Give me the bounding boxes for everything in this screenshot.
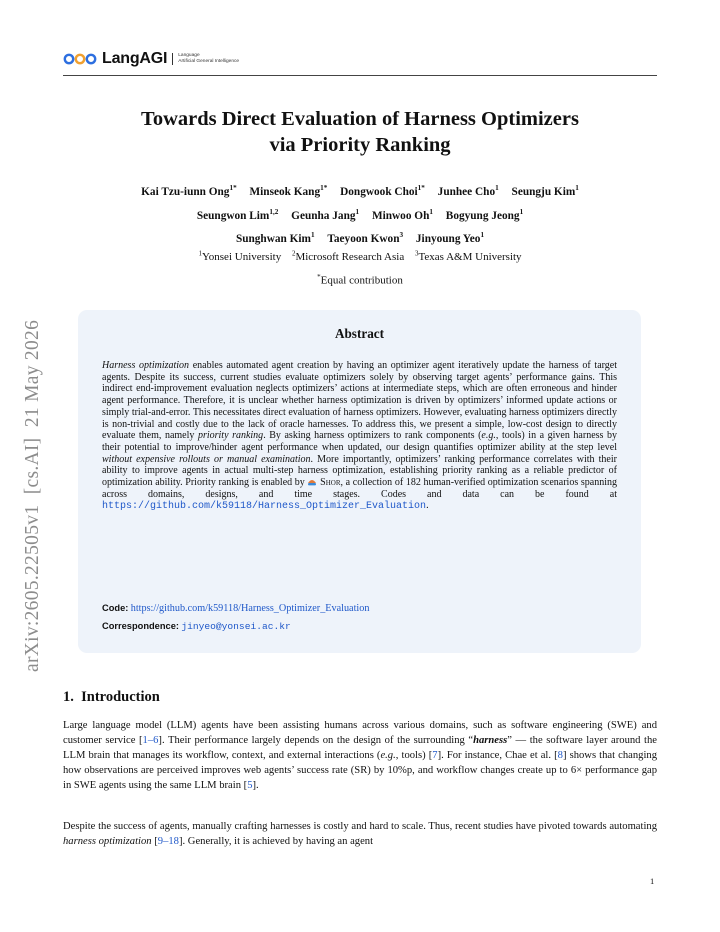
page-header <box>63 48 657 76</box>
page-number: 1 <box>650 876 655 886</box>
citation-link[interactable]: 1–6 <box>142 735 159 746</box>
intro-paragraph-2: Despite the success of agents, manually crafting harnesses is costly and hard to scale. Thus, recent studies have pivoted towards automating harness optimization [9–18]. Generally, it is achieved by having an agent <box>63 821 657 847</box>
author-list <box>60 178 660 249</box>
title-line-2: via Priority Ranking <box>269 134 451 156</box>
intro-paragraph-1: Large language model (LLM) agents have been assisting humans across various domains, such as software engineering (SWE) and customer service [1–6]. Their performance largely depends on the design of the surrounding “harness” — the software layer around the LLM brain that manages its workflow, context, and external interactions (e.g., tools) [7]. For instance, Chae et al. [8] shows that changing how observations are perceived improves web agents’ success rate (SR) by 10%p, and workflow changes create up to 6× performance gap in SWE agents using the same LLM brain [5]. <box>63 720 657 791</box>
shor-icon <box>307 477 317 486</box>
brand-name: LangAGI <box>102 50 168 67</box>
citation-link[interactable]: 8 <box>557 750 563 761</box>
langagi-logo-icon <box>63 52 97 66</box>
author: Minseok Kang$^{1*}$ <box>249 184 328 198</box>
abstract-heading: Abstract <box>334 326 385 341</box>
author: Dongwook Choi$^{1*}$ <box>340 184 425 198</box>
equal-contribution-note: *Equal contribution <box>317 272 403 287</box>
abstract-repo-link[interactable]: https://github.com/k59118/Harness_Optimizer_Evaluation <box>102 501 427 513</box>
arxiv-stamp: arXiv:2605.22505v1 [cs.AI] 21 May 2026 <box>22 319 43 672</box>
paper-title <box>60 106 660 158</box>
brand-tagline <box>178 53 239 64</box>
author: Minwoo Oh$^1$ <box>371 207 433 222</box>
correspondence-line <box>102 621 617 632</box>
correspondence-email[interactable]: jinyeo@yonsei.ac.kr <box>181 621 291 632</box>
code-label: Code: <box>102 603 129 613</box>
citation-link[interactable]: 9–18 <box>157 836 179 847</box>
author: Sunghwan Kim$^1$ <box>235 231 315 246</box>
tagline-line-2: Artificial General Intelligence <box>178 59 240 64</box>
affiliation: $^3$Texas A&M University <box>414 249 522 263</box>
brand-divider <box>172 53 173 65</box>
abstract-box <box>78 310 641 653</box>
author: Taeyoon Kwon$^3$ <box>327 231 404 246</box>
citation-link[interactable]: 7 <box>432 750 438 761</box>
correspondence-label: Correspondence: <box>102 621 179 631</box>
author: Bogyung Jeong$^1$ <box>445 207 524 222</box>
section-heading-introduction: 1. Introduction <box>63 689 160 705</box>
code-line <box>102 603 617 614</box>
author: Kai Tzu-iunn Ong$^{1*}$ <box>141 184 237 198</box>
affiliation: $^2$Microsoft Research Asia <box>291 249 405 263</box>
affiliation: $^1$Yonsei University <box>198 249 282 263</box>
code-link[interactable]: https://github.com/k59118/Harness_Optimizer_Evaluation <box>130 603 370 614</box>
author: Geunha Jang$^1$ <box>291 207 360 222</box>
header-rule <box>63 75 657 76</box>
author: Seungju Kim$^1$ <box>511 184 579 198</box>
title-line-1: Towards Direct Evaluation of Harness Optimizers <box>141 108 579 130</box>
langagi-logo <box>63 50 239 68</box>
author: Seungwon Lim$^{1,2}$ <box>196 207 279 222</box>
tagline-line-1: Language <box>178 53 200 59</box>
author: Jinyoung Yeo$^1$ <box>415 231 485 246</box>
affiliations <box>60 243 660 290</box>
author-row-1 <box>60 178 660 202</box>
affiliation-row <box>60 243 660 267</box>
abstract-text: Harness optimization enables automated agent creation by having an optimizer agent iteratively update the harness of target agents. Despite its success, current studies evaluate optimizers solely by observing target agents’ performance gains. This indirect end-improvement evaluation neglects optimizers’ actions at intermediate steps, which are often erroneous and hinder agent performance. Therefore, it is unclear whether harness optimization is driven by optimizers’ informed update actions or simply trial-and-error. This necessitates direct evaluation of harness optimizers. However, evaluating harness optimizers directly is non-trivial and costly due to the lack of oracle harnesses. To address this, we present a simple, low-cost design to directly evaluate them, namely priority ranking. By asking harness optimizers to rank components (e.g., tools) in a given harness by their potential to improve/hinder agent performance when updated, our design quantifies optimizer ability at the step level without expensive rollouts or manual examination. More importantly, optimizers’ ranking performance correlates with their ability to improve agents in actual multi-step harness optimization, establishing priority ranking as a reliable predictor of optimization ability. Priority ranking is enabled by Shor, a collection of 182 human-verified optimization scenarios spanning across domains, designs, and time stages. Codes and data can be found at https://github.com/k59118/Harness_Optimizer_Evaluation. <box>102 360 618 513</box>
author-row-2 <box>60 202 660 226</box>
author: Junhee Cho$^1$ <box>437 184 499 198</box>
citation-link[interactable]: 5 <box>247 780 253 791</box>
